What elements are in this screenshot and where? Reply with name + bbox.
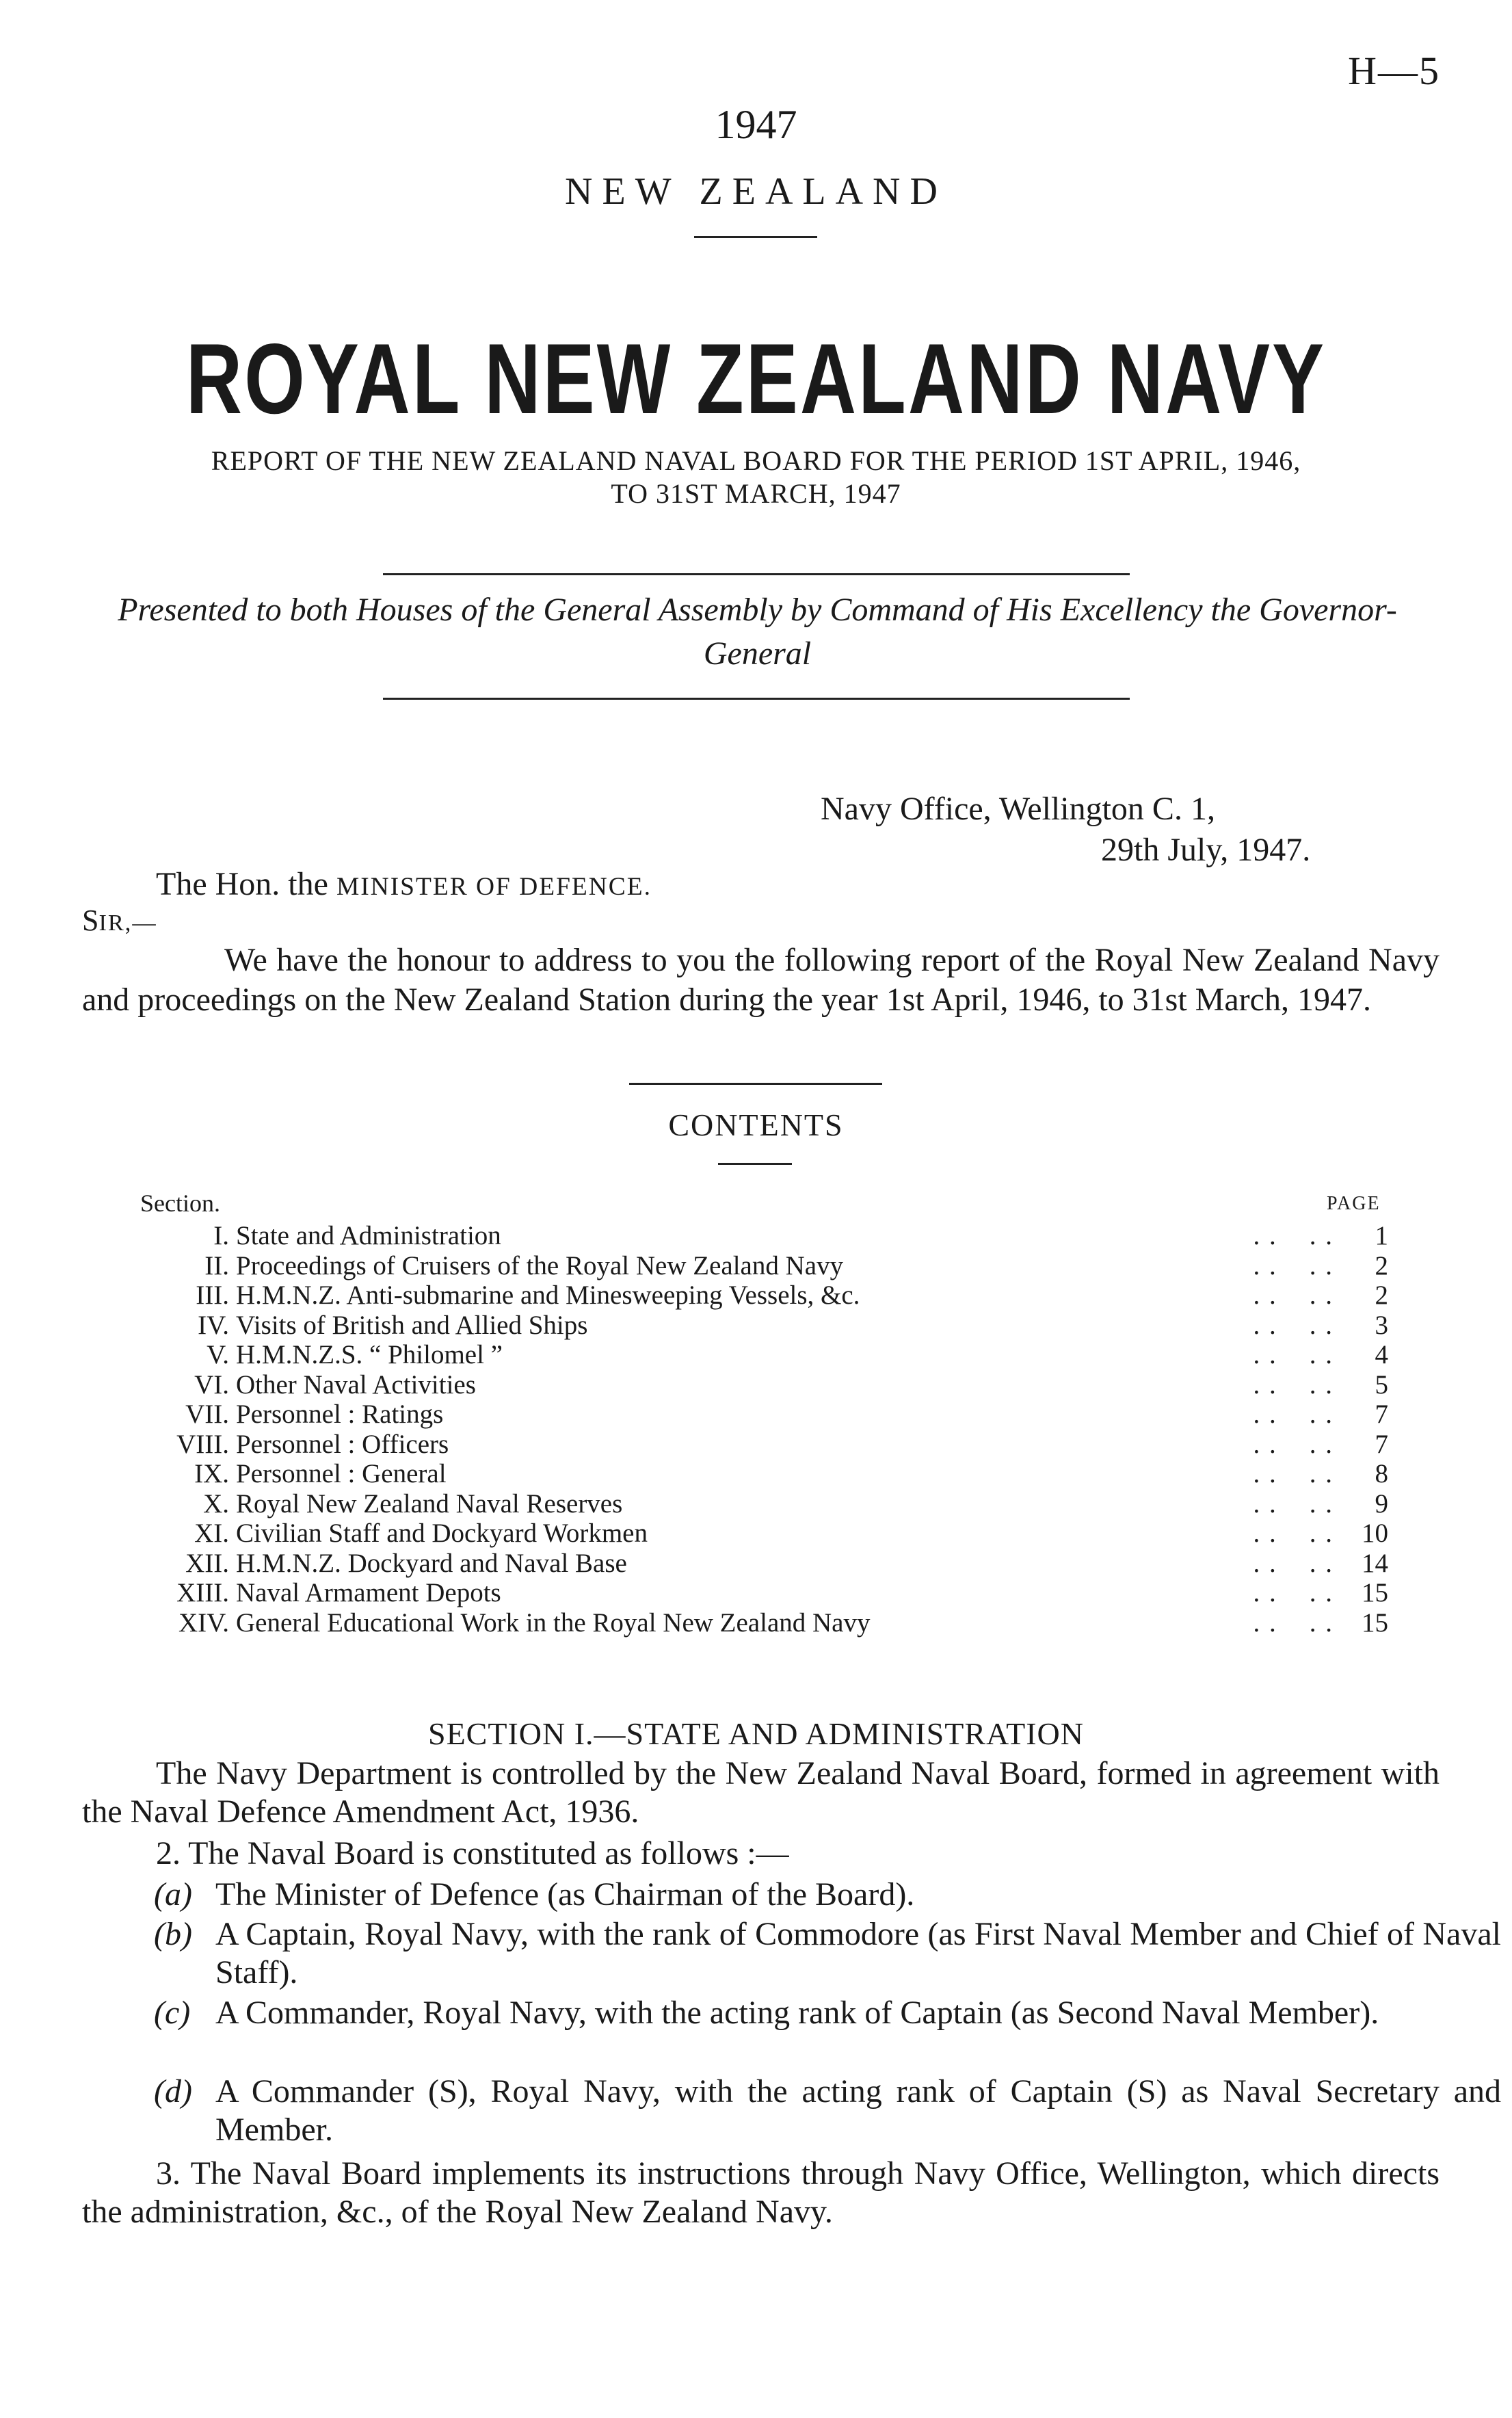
toc-leader-dots: . . . . <box>1253 1280 1334 1310</box>
toc-section-number: XIII. <box>176 1578 229 1607</box>
report-title: ROYAL NEW ZEALAND NAVY <box>185 323 1327 434</box>
toc-page-number: 15 <box>1362 1607 1388 1638</box>
subtitle-line-1: REPORT OF THE NEW ZEALAND NAVAL BOARD FOR THE PERIOD 1ST APRIL, 1946, <box>211 445 1301 476</box>
toc-section-number: XI. <box>194 1519 229 1548</box>
toc-row <box>82 1608 1388 1638</box>
greeting-rest: IR,— <box>98 910 157 936</box>
list-item <box>154 1994 1501 2032</box>
list-item <box>154 1876 1501 1914</box>
list-label: (d) <box>154 2073 192 2110</box>
toc-page-label: PAGE <box>1327 1193 1381 1214</box>
toc-section-label: Section. <box>140 1190 220 1217</box>
toc-leader-dots: . . . . <box>1253 1369 1334 1399</box>
toc-section-number: VII. <box>185 1399 229 1429</box>
salutation <box>156 865 652 903</box>
toc-section-title: H.M.N.Z. Anti-submarine and Minesweeping Vessels, &c. <box>236 1280 860 1310</box>
paragraph: 2. The Naval Board is constituted as follows :— <box>156 1835 789 1871</box>
toc-leader-dots: . . . . <box>1253 1548 1334 1578</box>
list-label: (c) <box>154 1995 191 2031</box>
toc-section-number: XII. <box>185 1548 229 1578</box>
presented-note: Presented to both Houses of the General Assembly by Command of His Excellency the Governor-General <box>118 592 1397 672</box>
list-text: A Captain, Royal Navy, with the rank of Commodore (as First Naval Member and Chief of Naval Staff). <box>215 1916 1501 1990</box>
salutation-prefix: The Hon. the <box>156 866 328 902</box>
toc-row <box>82 1430 1388 1460</box>
list-text: The Minister of Defence (as Chairman of the Board). <box>215 1876 915 1913</box>
toc-section-title: Civilian Staff and Dockyard Workmen <box>236 1519 648 1548</box>
toc-row <box>82 1280 1388 1311</box>
divider-rule <box>383 573 1130 575</box>
toc-section-title: Personnel : Officers <box>236 1429 449 1459</box>
toc-section-number: V. <box>207 1340 229 1369</box>
toc-section-number: XIV. <box>178 1607 229 1638</box>
country-name: NEW ZEALAND <box>565 170 947 213</box>
toc-row <box>82 1519 1388 1549</box>
toc-page-number: 7 <box>1375 1399 1388 1429</box>
toc-page-number: 10 <box>1362 1519 1388 1548</box>
paragraph: 3. The Naval Board implements its instructions through Navy Office, Wellington, which directs the administration, &c., of the Royal New Zealand Navy. <box>82 2155 1440 2230</box>
table-of-contents <box>82 1221 1388 1638</box>
toc-section-title: Other Naval Activities <box>236 1369 476 1399</box>
toc-page-number: 2 <box>1375 1250 1388 1280</box>
toc-page-number: 5 <box>1375 1369 1388 1399</box>
toc-leader-dots: . . . . <box>1253 1519 1334 1548</box>
subtitle-line-2: TO 31ST MARCH, 1947 <box>611 478 901 509</box>
toc-row <box>82 1489 1388 1519</box>
list-label: (a) <box>154 1876 192 1913</box>
toc-section-title: Visits of British and Allied Ships <box>236 1310 588 1340</box>
toc-section-title: Naval Armament Depots <box>236 1578 501 1607</box>
list-label: (b) <box>154 1916 192 1952</box>
toc-section-title: State and Administration <box>236 1221 501 1250</box>
list-text: A Commander, Royal Navy, with the acting rank of Captain (as Second Naval Member). <box>215 1995 1379 2031</box>
divider-rule <box>383 698 1130 700</box>
toc-page-number: 14 <box>1362 1548 1388 1578</box>
toc-leader-dots: . . . . <box>1253 1399 1334 1429</box>
toc-section-title: Proceedings of Cruisers of the Royal New Zealand Navy <box>236 1250 844 1280</box>
toc-page-number: 2 <box>1375 1280 1388 1310</box>
toc-section-title: Personnel : Ratings <box>236 1399 444 1429</box>
toc-section-number: VIII. <box>176 1429 229 1459</box>
toc-page-number: 15 <box>1362 1578 1388 1607</box>
contents-heading: CONTENTS <box>668 1107 844 1142</box>
toc-page-number: 9 <box>1375 1488 1388 1519</box>
divider-rule <box>629 1083 882 1085</box>
divider-rule <box>718 1163 792 1165</box>
divider-rule <box>694 236 817 238</box>
toc-section-title: General Educational Work in the Royal New Zealand Navy <box>236 1607 871 1638</box>
report-year: 1947 <box>715 102 797 147</box>
page-code: H—5 <box>1348 49 1440 93</box>
toc-row <box>82 1370 1388 1400</box>
paragraph: The Navy Department is controlled by the New Zealand Naval Board, formed in agreement with the Naval Defence Amendment Act, 1936. <box>82 1755 1440 1830</box>
toc-row <box>82 1221 1388 1251</box>
toc-page-number: 3 <box>1375 1310 1388 1340</box>
toc-row <box>82 1399 1388 1430</box>
toc-leader-dots: . . . . <box>1253 1221 1334 1250</box>
toc-leader-dots: . . . . <box>1253 1250 1334 1280</box>
toc-leader-dots: . . . . <box>1253 1578 1334 1607</box>
toc-section-title: Royal New Zealand Naval Reserves <box>236 1488 623 1519</box>
greeting <box>82 903 157 938</box>
toc-row <box>82 1340 1388 1370</box>
toc-section-number: VI. <box>194 1369 229 1399</box>
toc-page-number: 8 <box>1375 1459 1388 1488</box>
toc-section-title: Personnel : General <box>236 1459 447 1488</box>
greeting-initial: S <box>82 904 99 937</box>
toc-page-number: 4 <box>1375 1340 1388 1369</box>
toc-row <box>82 1459 1388 1489</box>
toc-section-number: II. <box>204 1250 229 1280</box>
address-date: 29th July, 1947. <box>1101 832 1311 868</box>
intro-paragraph: We have the honour to address to you the following report of the Royal New Zealand Navy and proceedings on the New Zealand Station during the year 1st April, 1946, to 31st March, 1947. <box>82 942 1440 1018</box>
list-item <box>154 1915 1501 1992</box>
toc-section-number: III. <box>196 1280 229 1310</box>
section-heading: SECTION I.—STATE AND ADMINISTRATION <box>428 1716 1084 1751</box>
toc-page-number: 7 <box>1375 1429 1388 1459</box>
toc-leader-dots: . . . . <box>1253 1488 1334 1519</box>
toc-leader-dots: . . . . <box>1253 1310 1334 1340</box>
toc-row <box>82 1549 1388 1579</box>
toc-leader-dots: . . . . <box>1253 1340 1334 1369</box>
address-line-1: Navy Office, Wellington C. 1, <box>821 791 1215 827</box>
toc-page-number: 1 <box>1375 1221 1388 1250</box>
toc-section-number: IX. <box>194 1459 229 1488</box>
salutation-title: MINISTER OF DEFENCE. <box>336 873 652 901</box>
toc-section-title: H.M.N.Z.S. “ Philomel ” <box>236 1340 503 1369</box>
toc-section-number: I. <box>213 1221 229 1250</box>
toc-row <box>82 1311 1388 1341</box>
toc-row <box>82 1578 1388 1608</box>
list-item <box>154 2073 1501 2149</box>
toc-section-title: H.M.N.Z. Dockyard and Naval Base <box>236 1548 627 1578</box>
toc-leader-dots: . . . . <box>1253 1459 1334 1488</box>
list-text: A Commander (S), Royal Navy, with the acting rank of Captain (S) as Naval Secretary and Member. <box>215 2073 1501 2148</box>
toc-section-number: IV. <box>198 1310 229 1340</box>
toc-leader-dots: . . . . <box>1253 1607 1334 1638</box>
toc-leader-dots: . . . . <box>1253 1429 1334 1459</box>
report-subtitle <box>0 445 1512 510</box>
toc-row <box>82 1251 1388 1281</box>
toc-section-number: X. <box>203 1488 229 1519</box>
